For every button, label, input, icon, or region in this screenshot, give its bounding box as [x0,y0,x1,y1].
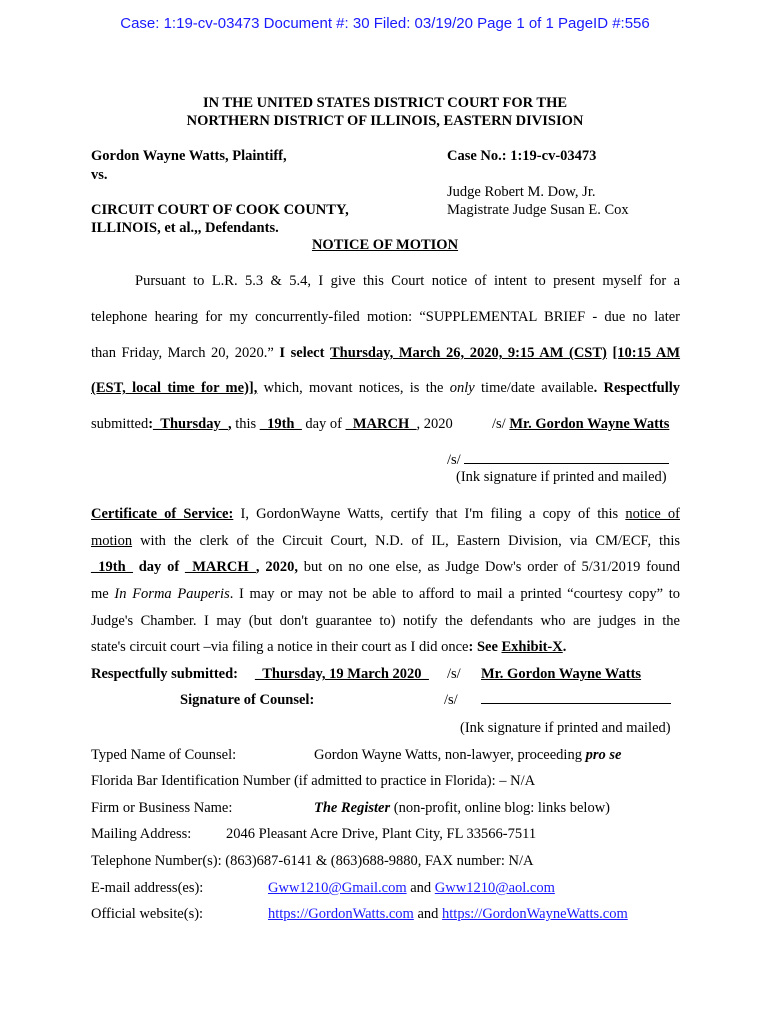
body-line-4: (EST, local time for me)], which, movant notices, is the only time/date available. Respectfully [91,380,681,396]
defendant-line1: CIRCUIT COURT OF COOK COUNTY, [91,202,349,218]
resp-slash-s: /s/ [447,666,461,682]
signature-line-2: /s/ [444,692,671,709]
typed-name-value: Gordon Wayne Watts, non-lawyer, proceeding pro se [314,747,622,763]
case-number: Case No.: 1:19-cv-03473 [447,148,597,164]
website-label: Official website(s): [91,906,204,922]
cert-line-3: _19th_ day of _MARCH_, 2020, but on no one else, as Judge Dow's order of 5/31/2019 found [91,559,680,575]
bar-id-line: Florida Bar Identification Number (if admitted to practice in Florida): – N/A [91,773,536,789]
email-values: Gww1210@Gmail.com and Gww1210@aol.com [268,880,555,896]
judge-name: Judge Robert M. Dow, Jr. [447,184,596,200]
exhibit-reference: Exhibit-X [501,639,563,655]
resp-submitted-label: Respectfully submitted: [91,666,239,682]
email-link-aol[interactable]: Gww1210@aol.com [434,880,555,896]
body-line-2: telephone hearing for my concurrently-filed motion: “SUPPLEMENTAL BRIEF - due no later [91,309,680,325]
firm-value: The Register (non-profit, online blog: links below) [314,800,611,816]
cert-heading: Certificate of Service: [91,506,234,522]
email-link-gmail[interactable]: Gww1210@Gmail.com [268,880,407,896]
plaintiff-name: Gordon Wayne Watts, Plaintiff, [91,148,287,164]
firm-label: Firm or Business Name: [91,800,233,816]
body-signature: /s/ Mr. Gordon Wayne Watts [492,416,670,432]
versus: vs. [91,167,108,183]
defendant-line2: ILLINOIS, et al.,, Defendants. [91,220,279,236]
case-header-stamp: Case: 1:19-cv-03473 Document #: 30 Filed: 03/19/20 Page 1 of 1 PageID #:556 [120,15,650,32]
ink-note-1: (Ink signature if printed and mailed) [456,469,667,485]
body-line-3: than Friday, March 20, 2020.” I select Thursday, March 26, 2020, 9:15 AM (CST) [10:15 AM [91,345,681,361]
magistrate-name: Magistrate Judge Susan E. Cox [447,202,629,218]
selected-hearing-date: Thursday, March 26, 2020, 9:15 AM (CST) [330,345,607,361]
cert-line-6: state's circuit court –via filing a notice in their court as I did once: See Exhibit-X. [91,639,567,655]
website-link-gordonwatts[interactable]: https://GordonWatts.com [268,906,414,922]
mailing-address: 2046 Pleasant Acre Drive, Plant City, FL 33566-7511 [226,826,537,842]
email-label: E-mail address(es): [91,880,204,896]
website-values: https://GordonWatts.com and https://GordonWayneWatts.com [268,906,628,922]
ink-note-2: (Ink signature if printed and mailed) [460,720,671,736]
court-name-line2: NORTHERN DISTRICT OF ILLINOIS, EASTERN DIVISION [186,113,584,129]
cert-line-2: motion with the clerk of the Circuit Court, N.D. of IL, Eastern Division, via CM/ECF, this [91,533,680,549]
website-link-gordonwaynewatts[interactable]: https://GordonWayneWatts.com [442,906,628,922]
telephone-line: Telephone Number(s): (863)687-6141 & (863)688-9880, FAX number: N/A [91,853,534,869]
mailing-label: Mailing Address: [91,826,192,842]
resp-submitted-date: _Thursday, 19 March 2020_ [255,666,429,682]
document-title: NOTICE OF MOTION [311,237,459,253]
typed-name-label: Typed Name of Counsel: [91,747,237,763]
resp-signer-name: Mr. Gordon Wayne Watts [481,666,642,682]
body-line-5: submitted:_Thursday_, this _19th_ day of _MARCH_, 2020 [91,416,453,432]
body-line-1: Pursuant to L.R. 5.3 & 5.4, I give this Court notice of intent to present myself for a [135,273,680,289]
cert-line-5: Judge's Chamber. I may (but don't guarantee to) notify the defendants who are judges in the [91,613,680,629]
signature-of-counsel-label: Signature of Counsel: [180,692,315,708]
cert-line-1: Certificate of Service: I, GordonWayne Watts, certify that I'm filing a copy of this notice of [91,506,680,522]
signature-line-1: /s/ [447,452,669,469]
court-name-line1: IN THE UNITED STATES DISTRICT COURT FOR THE [202,95,568,111]
cert-line-4: me In Forma Pauperis. I may or may not be able to afford to mail a printed “courtesy copy” to [91,586,681,602]
